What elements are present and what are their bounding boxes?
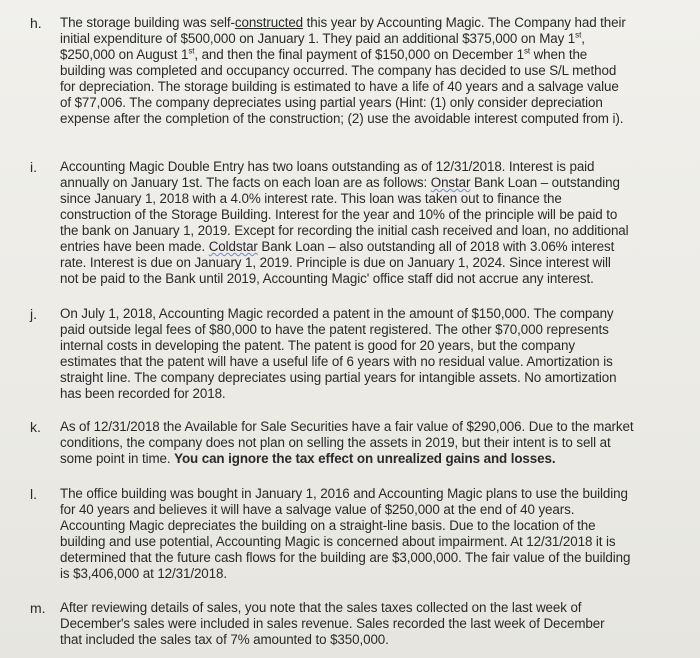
item-text xyxy=(60,600,680,648)
text-line: is $3,406,000 at 12/31/2018. xyxy=(60,566,227,581)
text-line: has been recorded for 2018. xyxy=(60,386,226,401)
text-line: $250,000 on August 1st, and then the final payment of $150,000 on December 1st when the xyxy=(60,46,588,62)
text-line: annually on January 1st. The facts on each loan are as follows: Onstar Bank Loan – outstanding xyxy=(60,175,620,190)
text-line: As of 12/31/2018 the Available for Sale Securities have a fair value of $290,006. Due to the market xyxy=(60,419,634,434)
text-line: expense after the completion of the construction; (2) use the avoidable interest computed from i). xyxy=(60,111,624,126)
text-line: conditions, the company does not plan on selling the assets in 2019, but their intent is to sell at xyxy=(60,435,611,450)
text-line: estimates that the patent will have a useful life of 6 years with no residual value. Amortization is xyxy=(60,354,613,369)
text-line: that included the sales tax of 7% amounted to $350,000. xyxy=(60,632,389,647)
text-line: some point in time. You can ignore the tax effect on unrealized gains and losses. xyxy=(60,451,556,466)
text-line: determined that the future cash flows for the building are $3,000,000. The fair value of the building xyxy=(60,550,631,565)
item-letter: j. xyxy=(30,306,37,322)
item-text xyxy=(60,486,680,582)
text-line: straight line. The company depreciates using partial years for intangible assets. No amortization xyxy=(60,370,617,385)
text-line: paid outside legal fees of $80,000 to have the patent registered. The other $70,000 represents xyxy=(60,322,609,337)
text-line: After reviewing details of sales, you note that the sales taxes collected on the last week of xyxy=(60,600,582,615)
text-line: construction of the Storage Building. Interest for the year and 10% of the principle will be paid to xyxy=(60,207,618,222)
text-line: December's sales were included in sales revenue. Sales recorded the last week of December xyxy=(60,616,605,631)
item-letter: l. xyxy=(30,486,37,502)
item-letter: h. xyxy=(30,15,42,31)
text-line: Accounting Magic depreciates the building on a straight-line basis. Due to the location of the xyxy=(60,518,596,533)
text-line: for depreciation. The storage building is estimated to have a life of 40 years and a salvage value xyxy=(60,79,619,94)
text-line: entries have been made. Coldstar Bank Loan – also outstanding all of 2018 with 3.06% interest xyxy=(60,239,615,254)
item-text xyxy=(60,419,680,467)
item-letter: m. xyxy=(30,600,46,616)
text-line: The storage building was self-constructed this year by Accounting Magic. The Company had their xyxy=(60,15,626,30)
text-line: internal costs in developing the patent. The patent is good for 20 years, but the company xyxy=(60,338,575,353)
text-line: of $77,006. The company depreciates using partial years (Hint: (1) only consider depreciation xyxy=(60,95,603,110)
text-line: the bank on January 1, 2019. Except for recording the initial cash received and loan, no additional xyxy=(60,223,629,238)
text-line: for 40 years and believes it will have a salvage value of $250,000 at the end of 40 years. xyxy=(60,502,575,517)
text-line: rate. Interest is due on January 1, 2019. Principle is due on January 1, 2024. Since interest will xyxy=(60,255,611,270)
item-letter: i. xyxy=(30,159,37,175)
text-line: not be paid to the Bank until 2019, Accounting Magic' office staff did not accrue any interest. xyxy=(60,271,594,286)
text-line: building was completed and occupancy occurred. The company has decided to use S/L method xyxy=(60,63,617,78)
text-line: initial expenditure of $500,000 on January 1. They paid an additional $375,000 on May 1st, xyxy=(60,30,585,46)
item-text xyxy=(60,306,680,402)
item-text xyxy=(60,15,680,127)
text-line: The office building was bought in January 1, 2016 and Accounting Magic plans to use the building xyxy=(60,486,628,501)
item-text xyxy=(60,159,680,287)
text-line: Accounting Magic Double Entry has two loans outstanding as of 12/31/2018. Interest is paid xyxy=(60,159,595,174)
text-line: since January 1, 2018 with a 4.0% interest rate. This loan was taken out to finance the xyxy=(60,191,562,206)
text-line: building and use potential, Accounting Magic is concerned about impairment. At 12/31/2018 it is xyxy=(60,534,616,549)
text-line: On July 1, 2018, Accounting Magic recorded a patent in the amount of $150,000. The company xyxy=(60,306,614,321)
item-letter: k. xyxy=(30,419,41,435)
